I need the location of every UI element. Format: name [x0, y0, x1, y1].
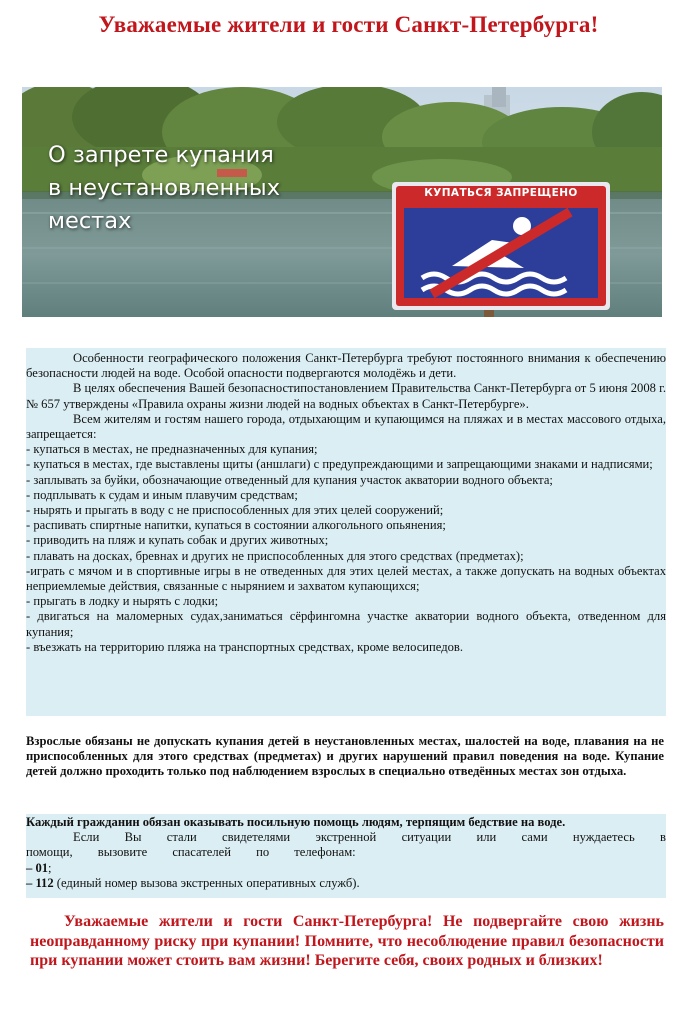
sign-text: КУПАТЬСЯ ЗАПРЕЩЕНО — [424, 187, 578, 199]
list-item: - купаться в местах, где выставлены щиты (аншлаги) с предупреждающими и запрещающими знаками и надписями; — [26, 457, 653, 472]
paragraph-3: Всем жителям и гостям нашего города, отдыхающим и купающимся на пляжах и в местах массового отдыха, запрещается: — [26, 411, 666, 442]
phone-number-112: – 112 — [26, 875, 54, 890]
banner-photo — [22, 87, 662, 317]
help-section — [26, 814, 666, 898]
help-heading: Каждый гражданин обязан оказывать посильную помощь людям, терпящим бедствие на воде. — [26, 815, 566, 829]
list-item: - двигаться на маломерных судах,заниматься сёрфингомна участке акватории водного объекта, отведенном для купания; — [26, 609, 666, 639]
phone-number-01: – 01 — [26, 860, 49, 875]
list-item: -играть с мячом и в спортивные игры в не отведенных для этих целей местах, а также допускать на водных объектах неприемлемые действия, связанные с нырянием и захватом купающихся; — [26, 563, 666, 594]
phone-suffix: ; — [48, 860, 52, 875]
paragraph-2: В целях обеспечения Вашей безопасностипостановлением Правительства Санкт-Петербурга от 5 июня 2008 г. № 657 утверждены «Правила охраны жизни людей на водных объектах в Санкт-Петербурге». — [26, 381, 666, 411]
banner-line-1: О запрете купания — [48, 142, 274, 168]
list-item: - плавать на досках, бревнах и других не приспособленных для этого средствах (предметах); — [26, 548, 524, 563]
banner-line-3: местах — [48, 208, 132, 234]
list-item: - въезжать на территорию пляжа на транспортных средствах, кроме велосипедов. — [26, 639, 463, 654]
banner-heading — [48, 139, 280, 238]
phone-description: (единый номер вызова экстренных оперативных служб). — [53, 875, 360, 890]
phone-line-2 — [26, 876, 666, 891]
banner-line-2: в неустановленных — [48, 175, 281, 201]
list-item: - нырять и прыгать в воду с не приспособленных для этих целей сооружений; — [26, 503, 444, 518]
list-item: - прыгать в лодку и нырять с лодки; — [26, 594, 219, 609]
rules-section — [26, 348, 666, 716]
list-item: - подплывать к судам и иным плавучим средствам; — [26, 487, 298, 502]
adults-notice: Взрослые обязаны не допускать купания детей в неустановленных местах, шалостей на воде, плавания на не приспособленных для этого средствах (предметах) и других нарушений правил поведения на воде. Купание детей должно проходить только под наблюдением взрослых в специально отведённых местах зон отдыха. — [26, 734, 664, 779]
list-item: - распивать спиртные напитки, купаться в состоянии алкогольного опьянения; — [26, 518, 446, 533]
paragraph-1: Особенности географического положения Санкт-Петербурга требуют постоянного внимания к обеспечению безопасности людей на воде. Особой опасности подвергаются молодёжь и дети. — [26, 351, 666, 381]
closing-appeal: Уважаемые жители и гости Санкт-Петербурга! Не подвергайте свою жизнь неоправданному риску при купании! Помните, что несоблюдение правил безопасности при купании может стоить вам жизни! Берегите себя, своих родных и близких! — [30, 913, 664, 969]
page-title: Уважаемые жители и гости Санкт-Петербурга! — [98, 12, 599, 37]
no-swimming-icon — [392, 182, 610, 317]
list-item: - приводить на пляж и купать собак и других животных; — [26, 533, 329, 548]
list-item: - купаться в местах, не предназначенных для купания; — [26, 442, 318, 457]
help-text: Если Вы стали свидетелями экстренной ситуации или сами нуждаетесь в помощи, вызовите спасателей по телефонам: — [26, 830, 666, 860]
phone-line-1 — [26, 861, 666, 876]
list-item: - заплывать за буйки, обозначающие отведенный для купания участок акватории водного объекта; — [26, 472, 553, 487]
